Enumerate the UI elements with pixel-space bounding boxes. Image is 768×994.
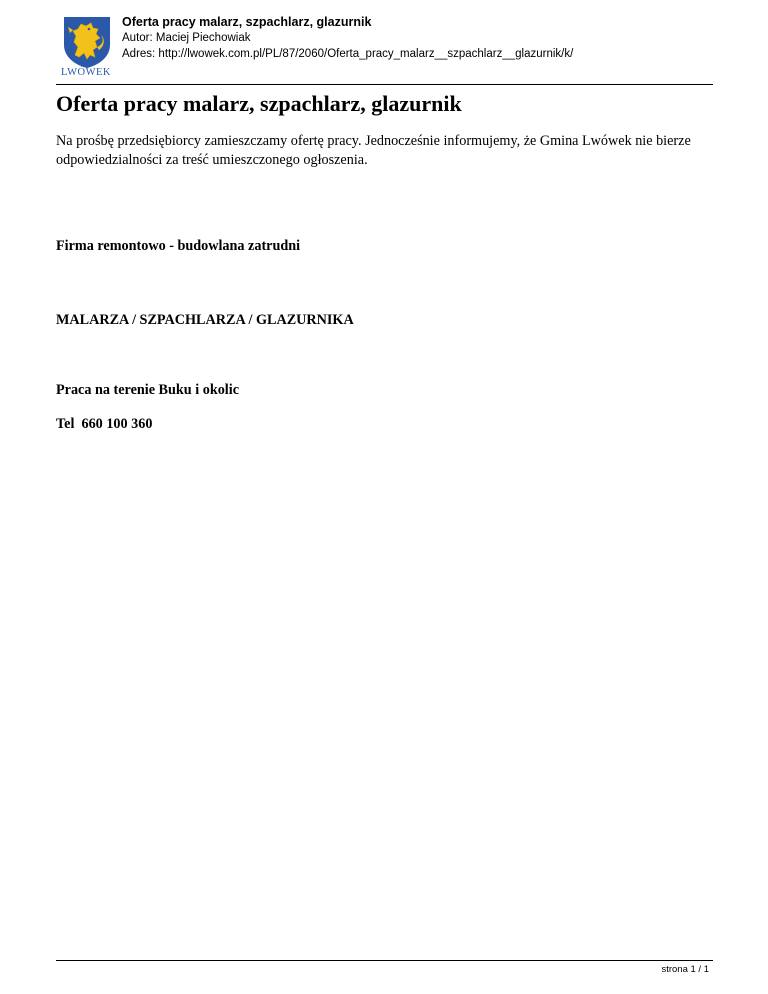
header-author: Autor: Maciej Piechowiak [122, 32, 251, 44]
logo-text: LWÓWEK [60, 67, 112, 78]
article-content [56, 90, 716, 170]
header-meta [122, 14, 573, 62]
shield-lion-icon [59, 15, 115, 69]
header-divider [56, 84, 713, 85]
phone-line: Tel 660 100 360 [56, 416, 153, 432]
page-title: Oferta pracy malarz, szpachlarz, glazurnik [56, 91, 462, 116]
page-number: strona 1 / 1 [661, 964, 709, 975]
location-line: Praca na terenie Buku i okolic [56, 382, 239, 398]
header-address: Adres: http://lwowek.com.pl/PL/87/2060/Oferta_pracy_malarz__szpachlarz__glazurnik/k/ [122, 48, 574, 60]
page-header [56, 12, 712, 86]
intro-paragraph: Na prośbę przedsiębiorcy zamieszczamy ofertę pracy. Jednocześnie informujemy, że Gmina Lwówek nie bierze odpowiedzialności za treść umieszczonego ogłoszenia. [56, 133, 691, 168]
header-title: Oferta pracy malarz, szpachlarz, glazurnik [122, 15, 372, 29]
company-line: Firma remontowo - budowlana zatrudni [56, 238, 301, 254]
positions-line: MALARZA / SZPACHLARZA / GLAZURNIKA [56, 312, 354, 328]
footer-divider [56, 960, 713, 961]
